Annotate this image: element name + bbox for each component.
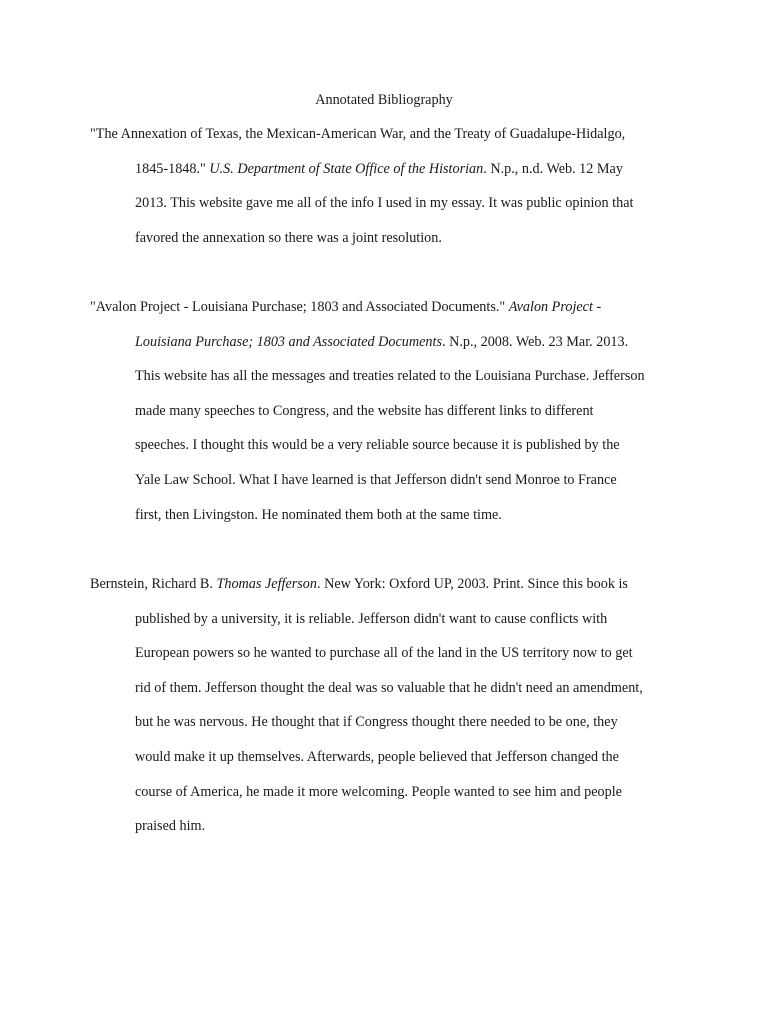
entry-text-line bbox=[90, 193, 680, 228]
entry-text-line bbox=[90, 712, 680, 747]
entry-text-line bbox=[90, 332, 680, 367]
entry-text-line bbox=[90, 816, 680, 851]
entry-text: . N.p., n.d. Web. 12 May bbox=[483, 160, 623, 177]
entry-text: rid of them. Jefferson thought the deal was so valuable that he didn't need an amendment, bbox=[135, 679, 643, 696]
bibliography-entry-avalon-project bbox=[90, 297, 680, 539]
entry-text: published by a university, it is reliable. Jefferson didn't want to cause conflicts with bbox=[135, 610, 608, 627]
entry-text: favored the annexation so there was a joint resolution. bbox=[135, 229, 442, 246]
entry-text-line bbox=[90, 366, 680, 401]
entry-text-line bbox=[90, 505, 680, 540]
document-title: Annotated Bibliography bbox=[315, 92, 453, 108]
entry-text-line bbox=[90, 643, 680, 678]
entry-title-italic: Thomas Jefferson bbox=[216, 576, 317, 592]
entry-text-line bbox=[90, 574, 680, 609]
entry-text: but he was nervous. He thought that if Congress thought there needed to be one, they bbox=[135, 714, 618, 731]
entry-text-line bbox=[90, 678, 680, 713]
entry-text-line bbox=[90, 297, 680, 332]
entry-text: speeches. I thought this would be a very reliable source because it is published by the bbox=[135, 437, 620, 454]
entry-text-line bbox=[90, 228, 680, 263]
entry-text: made many speeches to Congress, and the website has different links to different bbox=[135, 402, 594, 419]
entry-text: "The Annexation of Texas, the Mexican-American War, and the Treaty of Guadalupe-Hidalgo, bbox=[90, 126, 626, 142]
entry-text: first, then Livingston. He nominated them both at the same time. bbox=[135, 506, 502, 523]
entry-text-line bbox=[90, 609, 680, 644]
entry-text: 2013. This website gave me all of the info I used in my essay. It was public opinion that bbox=[135, 195, 634, 212]
entry-text: . N.p., 2008. Web. 23 Mar. 2013. bbox=[441, 333, 629, 350]
entry-text-line bbox=[90, 124, 680, 159]
entry-text: praised him. bbox=[135, 818, 206, 835]
entry-title-italic: Louisiana Purchase; 1803 and Associated Documents bbox=[135, 333, 442, 350]
entry-text: This website has all the messages and treaties related to the Louisiana Purchase. Jefferson bbox=[135, 368, 645, 385]
entry-title-italic: U.S. Department of State Office of the Historian bbox=[209, 160, 484, 177]
entry-text: "Avalon Project - Louisiana Purchase; 1803 and Associated Documents." bbox=[90, 299, 509, 315]
entry-text: would make it up themselves. Afterwards, people believed that Jefferson changed the bbox=[135, 748, 619, 765]
entry-text: Bernstein, Richard B. bbox=[90, 576, 217, 592]
bibliography-entry-bernstein bbox=[90, 574, 680, 851]
entry-text: 1845-1848." bbox=[135, 160, 210, 177]
entry-text: Yale Law School. What I have learned is that Jefferson didn't send Monroe to France bbox=[135, 471, 617, 488]
entry-text-line bbox=[90, 159, 680, 194]
entry-text: course of America, he made it more welcoming. People wanted to see him and people bbox=[135, 783, 622, 800]
entry-text-line bbox=[90, 782, 680, 817]
bibliography-entry-annexation-of-texas bbox=[90, 124, 680, 262]
entry-text: . New York: Oxford UP, 2003. Print. Since this book is bbox=[316, 576, 628, 592]
entry-title-italic: Avalon Project - bbox=[508, 299, 602, 315]
entry-text-line bbox=[90, 470, 680, 505]
entry-text: European powers so he wanted to purchase all of the land in the US territory now to get bbox=[135, 645, 633, 662]
entry-text-line bbox=[90, 435, 680, 470]
entry-text-line bbox=[90, 747, 680, 782]
entry-text-line bbox=[90, 401, 680, 436]
